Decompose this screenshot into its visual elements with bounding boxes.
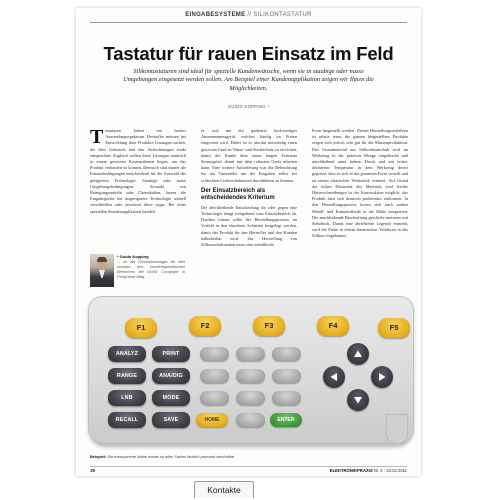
numeric-key [200, 369, 229, 383]
f3-key: F3 [253, 316, 285, 336]
keypad-photo [88, 296, 414, 448]
enter-key: ENTER [270, 413, 302, 427]
article-column-1 [90, 128, 186, 313]
nav-right-key [371, 366, 393, 388]
numeric-key [272, 391, 301, 405]
ana-dig-key: ANA/DIG [152, 368, 190, 384]
article-headline: Tastatur für rauen Einsatz im Feld [103, 43, 394, 64]
f5-key: F5 [378, 318, 410, 338]
numeric-key [236, 347, 265, 361]
author-info [117, 254, 185, 279]
footer-magazine [330, 468, 407, 473]
article-columns [90, 128, 408, 313]
numeric-key [272, 369, 301, 383]
arrow-left-icon [329, 372, 339, 382]
keypad-cable-tab [386, 414, 408, 444]
numeric-key [236, 413, 265, 427]
caption-label: Beispiel: [90, 454, 107, 459]
contacts-button[interactable]: Kontakte [194, 481, 254, 498]
column-1-text: astaturen haben ein breites Anwendungsspektrum. Hersteller müssen bei Entwicklung ihrer Produkte Lösungen suchen, die dem Gebrauch und den Anforderungen exakt entsprechen. Zugleich sollten diese Lösungen natürlich in einem gewissen Kostenrahmen liegen, um das Produkt verkaufen zu können. Dennoch sind immer die Einsatzbedingungen entscheidend für die Auswahl der geeigneten Technologie. Staubige oder nasse Umgebungsbedingungen, Kontakt mit Reinigungsmitteln oder Chemikalien, lassen die Eingabegeräte bei ungeeigneter Technologie schnell verschleißen oder zerstören diese sogar. Bei einer speziellen Kundenapplikation handelt [90, 128, 186, 214]
author-name: * Guido Kopping [117, 254, 149, 259]
drop-cap: T [90, 128, 104, 148]
subsection-label: SILIKONTASTATUR [253, 12, 312, 18]
author-photo [90, 254, 114, 287]
issue-info: Nr. 4 · 23.02.2011 [373, 468, 407, 473]
home-key: HOME [196, 413, 228, 427]
numeric-key [200, 391, 229, 405]
print-key: PRINT [152, 346, 190, 362]
arrow-down-icon [353, 395, 363, 405]
column-3-text: Form hergestellt werden. Diesen Herstellungsverfahren ist relativ teuer, die ganzen hergestellten Produkte zeigen sich jedoch sehr gut für die Massenproduktion. Das Grundmaterial aus Silikonkautschuk wird im Werkzeug in der präzisen Menge eingebracht und anschließend unter hohem Druck und mit hoher, definierter Temperatur in dem Werkzeug derart gepresst, dass es sich in der gesamten Form verteilt und zu einem elastischen Werkstück vernetzt. Auf Grund der hohen Elastizität des Materials sind leichte Hinterschneidungen in der Konstruktion möglich, das Produkt lässt sich dennoch problemlos entformen. In den Herstellungsprozess lassen sich auch andere Metall- und Kunststoffteile in die Matte integrieren. Die anschließende Beschriftung geschieht meistens mit Siebdruck. Damit eine abriebfeste Legende entsteht, wird die Farbe in einem thermischen Verfahren in das Silikon eingebrannt. [312, 128, 408, 239]
numeric-key [236, 391, 265, 405]
magazine-name: ELEKTRONIKPRAXIS [329, 468, 373, 473]
header-rule [90, 22, 407, 23]
article-subhead: Der Einsatzbereich als entscheidendes Kriterium [201, 187, 275, 201]
range-key: RANGE [108, 368, 146, 384]
column-2-text-b: Die abschließende Entscheidung für oder gegen eine Technologie hängt weitgehend vom Einsatzbereich ab. Darüber hinaus sollte der Herstellungsprozess im Vorfeld in den einzelnen Schritten festgelegt werden, damit das Produkt für den Hersteller und den Kunden kalkulierbar wird. Zur Herstellung von Silikonschaltmatten muss eine metallische [201, 204, 297, 248]
numeric-key [236, 369, 265, 383]
article-column-2 [201, 128, 297, 313]
f2-key: F2 [189, 316, 221, 336]
page-number: 38 [90, 468, 96, 473]
article-lead: Silikontastaturen sind ideal für spezielle Kundenwünsche, wenn sie in staubige oder nasse Umgebungen eingesetzt werden sollen. Am Beispiel einer Kundenapplikation zeigen wir Ihnen die Möglichkeiten. [123, 68, 374, 92]
footer-rule [90, 466, 407, 467]
arrow-up-icon [353, 349, 363, 359]
nav-up-key [347, 343, 369, 365]
author-box [90, 254, 186, 290]
column-2-text-a: es sich um ein qualitativ hochwertiges Antennenmessgerät, welches häufig im Freien eingesetzt wird. Daher ist es absolut notwendig einen gewissen Grad an Nässe- und Staubschutz zu erreichen, damit der Kunde über einen langen Zeitraum Störungsfrei damit mit dem robusten Gerät arbeiten kann. Eine weitere Anforderung war die Beleuchtung für das Tastenfeld, um die Eingaben selbst bei schlechten Lichtverhältnissen durchführen zu können. [201, 128, 297, 183]
analyze-key: ANALYZ [108, 346, 146, 362]
save-key: SAVE [152, 412, 190, 428]
keypad-lip [94, 436, 408, 444]
author-role: ... ist als Produktmanager für den Ausbau des kundenspezifischen Bereiches bei GcKE Computer & Peripherie tätig. [117, 259, 185, 279]
f1-key: F1 [125, 318, 157, 338]
numeric-key [200, 347, 229, 361]
article-column-3 [312, 128, 408, 313]
section-separator: // [247, 12, 252, 18]
arrow-right-icon [377, 372, 387, 382]
mode-key: MODE [152, 390, 190, 406]
article-byline: GUIDO KOPPING * [227, 104, 270, 109]
magazine-page [76, 8, 421, 476]
nav-down-key [347, 389, 369, 411]
image-caption [90, 455, 411, 460]
f4-key: F4 [317, 316, 349, 336]
numeric-key [272, 347, 301, 361]
nav-left-key [323, 366, 345, 388]
caption-text: Die transparente Matte wurde an allen Tasten farblich passend beschriftet [107, 454, 235, 459]
column-1-paragraph [90, 128, 186, 215]
lnb-key: LNB [108, 390, 146, 406]
section-header [90, 12, 407, 22]
section-label: EINGABESYSTEME [185, 12, 246, 18]
recall-key: RECALL [108, 412, 146, 428]
